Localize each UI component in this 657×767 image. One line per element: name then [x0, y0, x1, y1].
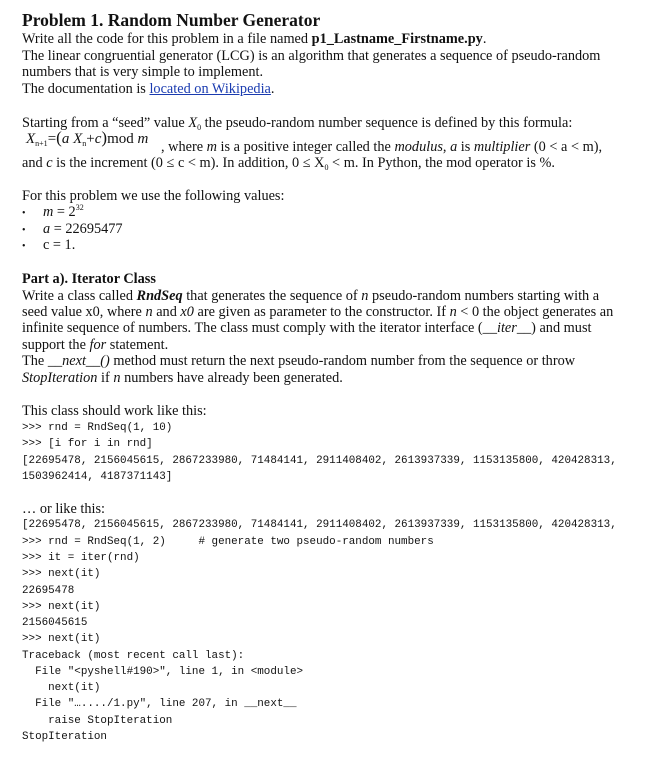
multiplier-range: (0 < a < m),	[530, 139, 603, 155]
text: support the	[22, 337, 90, 353]
code-line: 2156045615	[22, 617, 88, 629]
value-var: m	[43, 204, 54, 220]
formula-a: a	[61, 131, 70, 147]
documentation-suffix: .	[270, 81, 275, 97]
for-keyword: for	[89, 337, 107, 353]
bullet: •	[22, 241, 26, 252]
filename-prefix: Write all the code for this problem in a file named	[22, 31, 312, 47]
class-name: RndSeq	[136, 288, 183, 304]
text: method must return the next pseudo-random number from the sequence or throw	[109, 353, 576, 369]
code-line: >>> [i for i in rnd]	[22, 438, 153, 450]
wikipedia-link[interactable]: located on Wikipedia	[149, 81, 271, 97]
documentation-prefix: The documentation is	[22, 81, 150, 97]
example1-intro: This class should work like this:	[22, 403, 207, 419]
formula-mod: mod	[107, 131, 134, 147]
page-title: Problem 1. Random Number Generator	[22, 10, 321, 30]
text: seed value x0, where	[22, 304, 146, 320]
comma: ,	[442, 139, 451, 155]
lcg-description-line1: The linear congruential generator (LCG) is an algorithm that generates a sequence of pseudo-random	[22, 48, 601, 64]
seed-text-2: the pseudo-random number sequence is defined by this formula:	[201, 115, 573, 131]
code-line: raise StopIteration	[22, 715, 173, 727]
filename: p1_Lastname_Firstname.py	[311, 31, 483, 47]
x0-sub: 0	[324, 163, 329, 172]
formula-eq: =	[47, 131, 57, 147]
value-exponent: 32	[75, 203, 84, 212]
next-method: __next__()	[47, 353, 110, 369]
text: The	[22, 353, 48, 369]
code-line: File "<pyshell#190>", line 1, in <module>	[22, 666, 304, 678]
code-line: 1503962414, 4187371143]	[22, 471, 173, 483]
text: if	[97, 370, 114, 386]
text: Write a class called	[22, 288, 137, 304]
formula-c: c	[94, 131, 102, 147]
text: pseudo-random numbers starting with a	[368, 288, 600, 304]
text: and	[152, 304, 181, 320]
code-line: Traceback (most recent call last):	[22, 650, 245, 662]
filename-suffix: .	[482, 31, 487, 47]
part-a-heading	[22, 271, 156, 287]
formula-m: m	[137, 131, 149, 147]
text: < 0 the object generates an	[456, 304, 614, 320]
text: ) and must	[531, 320, 592, 336]
multiplier-var: a	[450, 139, 458, 155]
formula-open-paren: (	[56, 128, 62, 147]
values-list-item	[22, 203, 84, 222]
code-line: >>> rnd = RndSeq(1, 2) # generate two pseudo-random numbers	[22, 536, 434, 548]
bullet: •	[22, 208, 26, 219]
increment-and: and	[22, 155, 47, 171]
formula-explanation	[161, 139, 602, 155]
code-line: [22695478, 2156045615, 2867233980, 71484141, 2911408402, 2613937339, 1153135800, 420428313,	[22, 455, 617, 467]
filename-instruction	[22, 31, 486, 47]
iter-method: __iter__	[482, 320, 532, 336]
code-line: >>> it = iter(rnd)	[22, 552, 140, 564]
mod-operator-text: < m. In Python, the mod operator is %.	[328, 155, 555, 171]
var-n: n	[113, 370, 121, 386]
part-a-heading-text: Part a). Iterator Class	[22, 271, 156, 287]
modulus-var: m	[206, 139, 217, 155]
value-var: a	[43, 221, 51, 237]
values-list-item	[22, 237, 76, 255]
text: statement.	[106, 337, 169, 353]
lcg-formula	[26, 130, 148, 149]
value-eq: c = 1.	[43, 237, 76, 253]
code-line: next(it)	[22, 682, 101, 694]
increment-var: c	[46, 155, 53, 171]
formula-xn: X	[73, 131, 83, 147]
var-n: n	[361, 288, 369, 304]
formula-x: X	[26, 131, 36, 147]
code-line: [22695478, 2156045615, 2867233980, 71484141, 2911408402, 2613937339, 1153135800, 420428313,	[22, 519, 617, 531]
multiplier-term: multiplier	[473, 139, 531, 155]
part-a-line6	[22, 370, 343, 386]
increment-line	[22, 155, 555, 173]
part-a-line3	[22, 320, 591, 336]
var-x0: x0	[180, 304, 194, 320]
code-line: >>> rnd = RndSeq(1, 10)	[22, 422, 173, 434]
code-line: 22695478	[22, 585, 75, 597]
seed-sub: 0	[197, 123, 202, 132]
code-line: StopIteration	[22, 731, 107, 743]
code-line: >>> next(it)	[22, 633, 101, 645]
part-a-line5	[22, 353, 575, 369]
value-eq: = 22695477	[50, 221, 123, 237]
var-n: n	[145, 304, 153, 320]
code-line: File "…..../1.py", line 207, in __next__	[22, 698, 297, 710]
increment-text: is the increment (0 ≤ c < m). In addition, 0 ≤ X	[52, 155, 325, 171]
seed-text: Starting from a “seed” value	[22, 115, 189, 131]
formula-xn-sub: n	[82, 139, 87, 148]
value-eq: = 2	[53, 204, 76, 220]
text: infinite sequence of numbers. The class must comply with the iterator interface (	[22, 320, 483, 336]
var-n: n	[449, 304, 457, 320]
modulus-text: is a positive integer called the	[216, 139, 395, 155]
formula-close-paren: )	[101, 128, 108, 147]
part-a-line2	[22, 304, 613, 320]
is-text: is	[457, 139, 474, 155]
seed-var: X	[188, 115, 198, 131]
text: numbers have already been generated.	[120, 370, 343, 386]
example2-intro: … or like this:	[22, 501, 105, 517]
formula-x-sub: n+1	[35, 139, 48, 148]
part-a-line1	[22, 288, 599, 304]
values-intro: For this problem we use the following values:	[22, 188, 285, 204]
stop-iteration: StopIteration	[22, 370, 98, 386]
text: are given as parameter to the constructor. If	[193, 304, 450, 320]
formula-plus: +	[86, 131, 95, 147]
part-a-line4	[22, 337, 168, 353]
bullet: •	[22, 225, 26, 236]
modulus-term: modulus	[394, 139, 443, 155]
code-line: >>> next(it)	[22, 601, 101, 613]
where-text: , where	[161, 139, 207, 155]
code-line: >>> next(it)	[22, 568, 101, 580]
lcg-description-line2: numbers that is very simple to implement.	[22, 64, 264, 80]
text: that generates the sequence of	[182, 288, 362, 304]
documentation-line	[22, 81, 274, 97]
